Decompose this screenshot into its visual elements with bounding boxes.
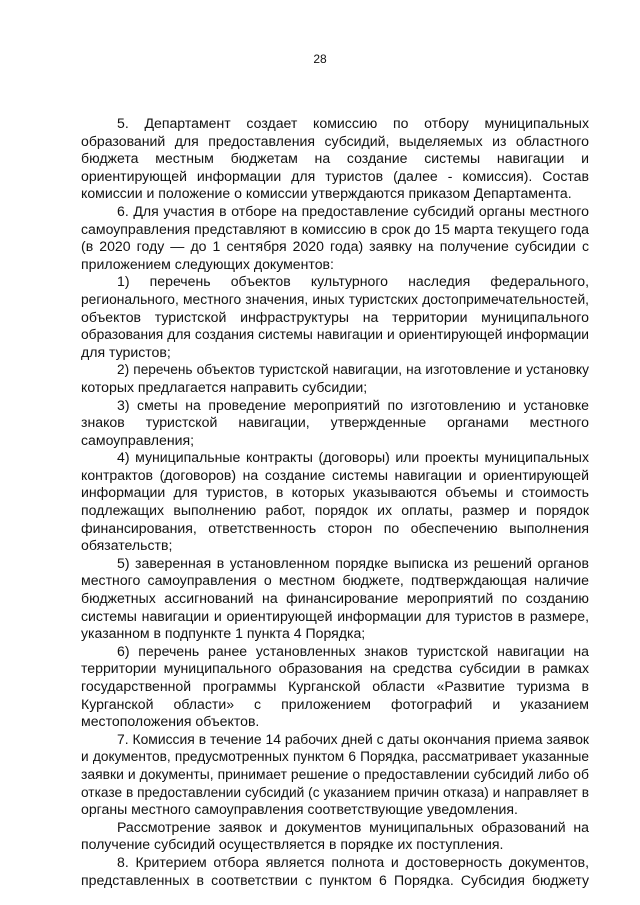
- text-line: приложением следующих документов:: [81, 255, 334, 272]
- text-line: указанном в подпункте 1 пункта 4 Порядка;: [81, 625, 366, 642]
- text-line: самоуправления;: [81, 431, 195, 448]
- text-line: образования для создания системы навигации и ориентирующей информации: [81, 327, 589, 343]
- text-line: подлежащих выполнению работ, порядок их оплаты, размер и порядок: [81, 502, 589, 519]
- text-line: представленных в соответствии с пунктом 6 Порядка. Субсидия бюджету: [81, 871, 589, 888]
- text-line: ориентирующей информации для туристов (далее - комиссия). Состав: [81, 167, 589, 184]
- text-line: 8. Критерием отбора является полнота и достоверность документов,: [117, 853, 589, 870]
- text-line: финансирования, ответственность сторон по обеспечению выполнения: [81, 519, 589, 536]
- text-line: для туристов;: [81, 343, 171, 360]
- text-line: 5. Департамент создает комиссию по отбору муниципальных: [117, 115, 589, 131]
- text-line: 3) сметы на проведение мероприятий по изготовлению и установке: [117, 396, 589, 413]
- text-line: Курганской области» с приложением фотографий и указанием: [81, 695, 589, 712]
- text-line: информации для туристов, в которых указываются объемы и стоимость: [81, 484, 589, 501]
- text-line: 6. Для участия в отборе на предоставление субсидий органы местного: [117, 202, 589, 219]
- page-number: 28: [313, 52, 327, 66]
- text-line: местного самоуправления о местном бюджете, подтверждающая наличие: [81, 572, 589, 589]
- text-line: органы местного самоуправления соответствующие уведомления.: [81, 801, 518, 818]
- text-line: бюджета местным бюджетам на создание системы навигации и: [81, 150, 589, 167]
- text-line: комиссии и положение о комиссии утверждаются приказом Департамента.: [81, 185, 572, 202]
- text-line: (в 2020 году — до 1 сентября 2020 года) заявку на получение субсидии с: [81, 238, 589, 255]
- text-line: обязательств;: [81, 537, 173, 554]
- text-line: бюджетных ассигнований на финансирование мероприятий по созданию: [81, 590, 589, 607]
- text-line: контрактов (договоров) на создание системы навигации и ориентирующей: [81, 466, 589, 483]
- text-line: 2) перечень объектов туристской навигации, на изготовление и установку: [117, 362, 589, 378]
- text-line: заявки и документы, принимает решение о предоставлении субсидий либо об: [81, 765, 589, 782]
- text-line: 7. Комиссия в течение 14 рабочих дней с даты окончания приема заявок: [117, 730, 589, 747]
- document-body: [81, 115, 589, 889]
- text-line: Рассмотрение заявок и документов муниципальных образований на: [117, 818, 589, 835]
- text-line: 6) перечень ранее установленных знаков туристской навигации на: [117, 642, 589, 659]
- text-line: объектов туристской инфраструктуры на территории муниципального: [81, 308, 589, 325]
- text-line: 1) перечень объектов культурного наследия федерального,: [117, 273, 589, 290]
- text-line: местоположения объектов.: [81, 713, 260, 730]
- text-line: самоуправления представляют в комиссию в срок до 15 марта текущего года: [81, 220, 589, 237]
- text-line: регионального, местного значения, иных туристских достопримечательностей,: [81, 291, 589, 307]
- text-line: системы навигации и ориентирующей информации для туристов в размере,: [81, 607, 589, 624]
- text-line: которых предлагается направить субсидии;: [81, 378, 368, 395]
- text-line: территории муниципального образования на средства субсидии в рамках: [81, 660, 589, 677]
- text-line: знаков туристской навигации, утвержденные органами местного: [81, 414, 589, 431]
- text-line: отказе в предоставлении субсидий (с указанием причин отказа) и направляет в: [81, 784, 589, 800]
- text-line: 4) муниципальные контракты (договоры) или проекты муниципальных: [117, 449, 589, 466]
- text-line: государственной программы Курганской области «Развитие туризма в: [81, 678, 589, 694]
- text-line: получение субсидий осуществляется в порядке их поступления.: [81, 836, 504, 853]
- text-line: образований для предоставления субсидий, выделяемых из областного: [81, 132, 589, 149]
- text-line: 5) заверенная в установленном порядке выписка из решений органов: [117, 554, 589, 571]
- text-line: и документов, предусмотренных пунктом 6 Порядка, рассматривает указанные: [81, 749, 589, 765]
